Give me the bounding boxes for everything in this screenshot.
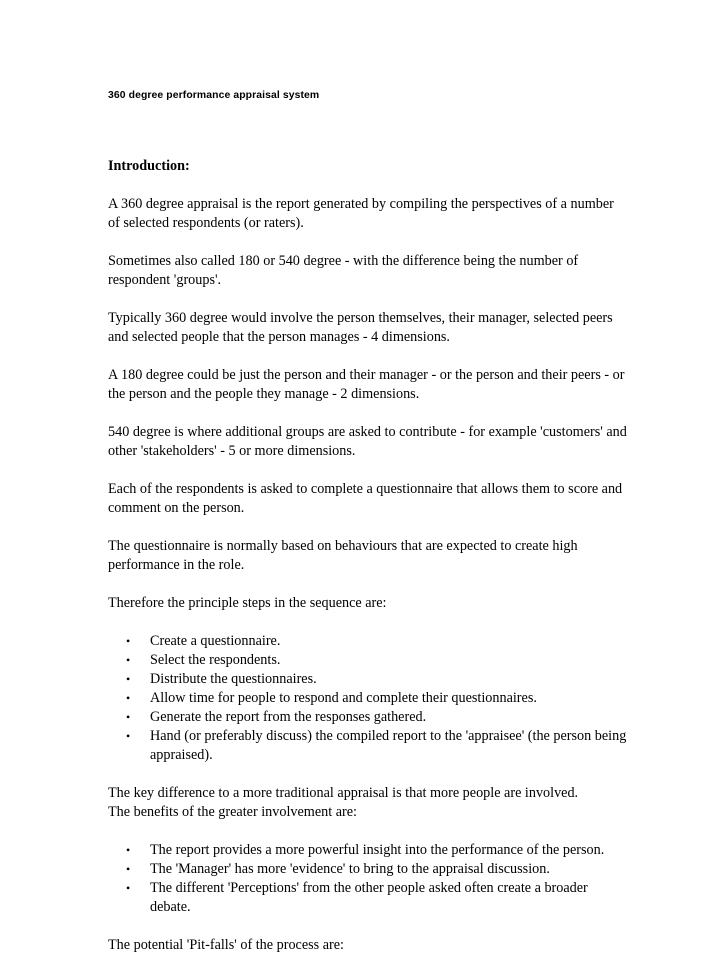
section-heading-introduction: Introduction: [108, 158, 190, 174]
list-item [126, 651, 628, 670]
paragraph-steps-intro: Therefore the principle steps in the sequence are: [108, 595, 387, 611]
list-item [126, 841, 628, 860]
paragraph-questionnaire: The questionnaire is normally based on behaviours that are expected to create high performance in the role. [108, 538, 578, 573]
list-item-text: Distribute the questionnaires. [150, 671, 317, 687]
paragraph-pitfalls-intro: The potential 'Pit-falls' of the process are: [108, 937, 344, 953]
paragraph-definition: A 360 degree appraisal is the report generated by compiling the perspectives of a number of selected respondents (or raters). [108, 196, 614, 231]
list-item [126, 689, 628, 708]
paragraph-respondents: Each of the respondents is asked to complete a questionnaire that allows them to score and comment on the person. [108, 481, 623, 516]
list-item-text: Hand (or preferably discuss) the compiled report to the 'appraisee' (the person being appraised). [150, 728, 627, 763]
bullet-icon: • [126, 862, 131, 876]
list-item-text: Generate the report from the responses gathered. [150, 709, 427, 725]
document-title: 360 degree performance appraisal system [108, 90, 320, 101]
list-item-text: The report provides a more powerful insight into the performance of the person. [150, 842, 605, 858]
paragraph-key-difference [108, 784, 628, 822]
list-item-text: The 'Manager' has more 'evidence' to bring to the appraisal discussion. [150, 861, 550, 877]
bullet-icon: • [126, 691, 131, 705]
key-difference-line-1: The key difference to a more traditional appraisal is that more people are involved. [108, 785, 579, 801]
list-item-text: The different 'Perceptions' from the other people asked often create a broader debate. [150, 880, 588, 915]
list-item [126, 632, 628, 651]
paragraph-360: Typically 360 degree would involve the person themselves, their manager, selected peers and selected people that the person manages - 4 dimensions. [108, 310, 613, 345]
bullet-icon: • [126, 881, 131, 895]
list-item [126, 860, 628, 879]
list-item-text: Allow time for people to respond and complete their questionnaires. [150, 690, 537, 706]
document-body [108, 157, 628, 974]
paragraph-180: A 180 degree could be just the person and their manager - or the person and their peers - or the person and the people they manage - 2 dimensions. [108, 367, 625, 402]
paragraph-variants: Sometimes also called 180 or 540 degree - with the difference being the number of respondent 'groups'. [108, 253, 579, 288]
list-item [126, 670, 628, 689]
bullet-icon: • [126, 634, 131, 648]
steps-list [108, 632, 628, 765]
list-item [126, 879, 628, 917]
bullet-icon: • [126, 653, 131, 667]
benefits-list [108, 841, 628, 917]
bullet-icon: • [126, 672, 131, 686]
list-item [126, 727, 628, 765]
list-item-text: Select the respondents. [150, 652, 281, 668]
bullet-icon: • [126, 729, 131, 743]
list-item [126, 708, 628, 727]
bullet-icon: • [126, 710, 131, 724]
key-difference-line-2: The benefits of the greater involvement are: [108, 804, 357, 820]
bullet-icon: • [126, 843, 131, 857]
list-item-text: Create a questionnaire. [150, 633, 281, 649]
paragraph-540: 540 degree is where additional groups are asked to contribute - for example 'customers' and other 'stakeholders' - 5 or more dimensions. [108, 424, 627, 459]
